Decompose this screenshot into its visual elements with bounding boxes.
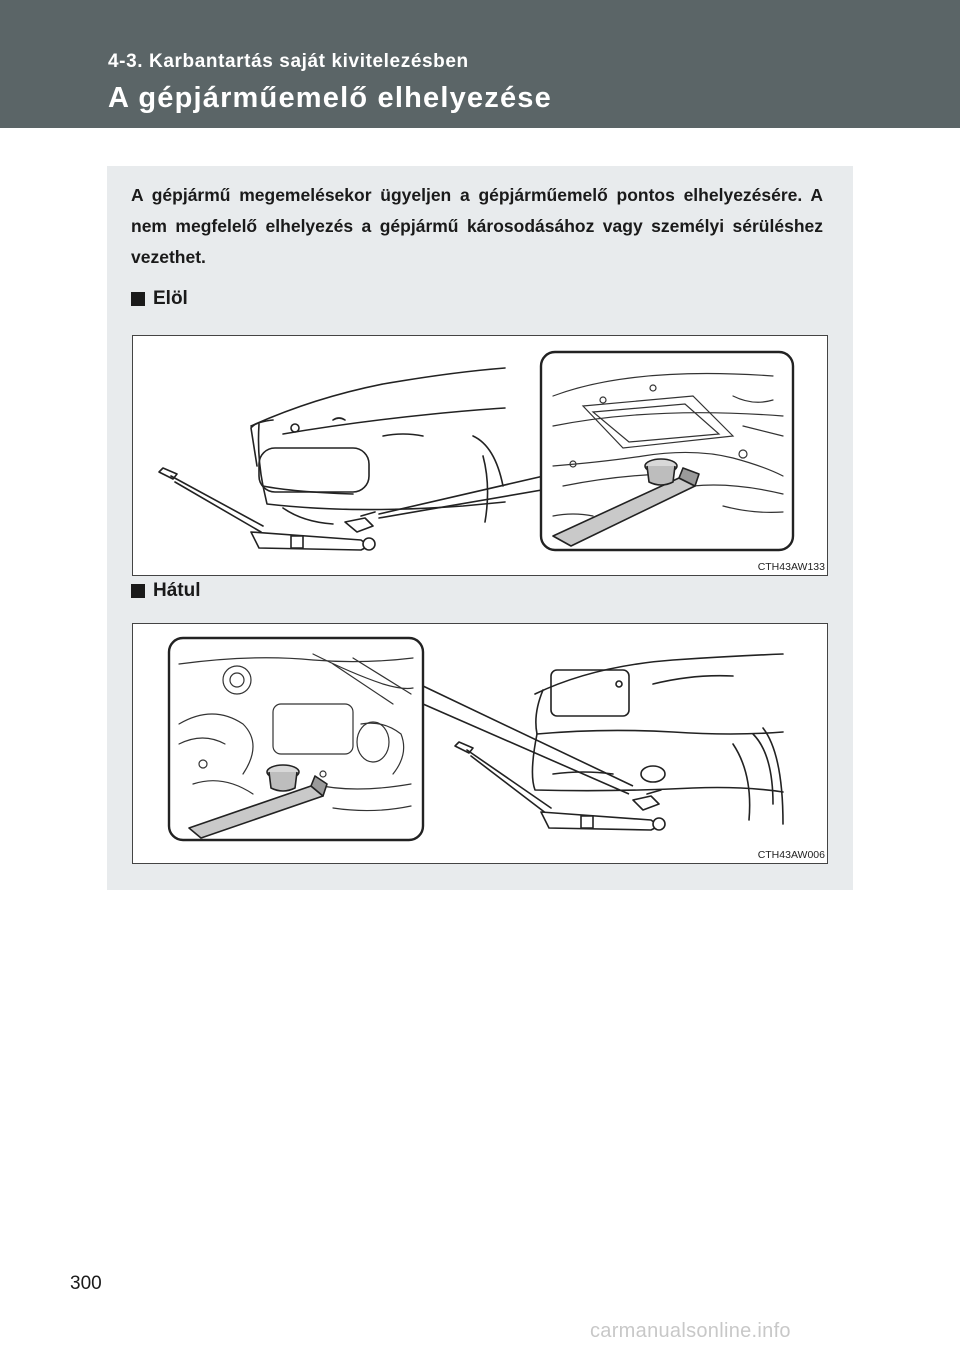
page-number: 300 [70,1273,102,1294]
rear-jack-illustration [133,624,827,863]
rear-heading [131,580,201,602]
rear-jack-figure [132,623,828,864]
rear-heading-label: Hátul [153,580,201,601]
square-bullet-icon [131,584,145,598]
front-figure-code: CTH43AW133 [757,561,825,573]
page-title: A gépjárműemelő elhelyezése [108,82,552,114]
rear-figure-code: CTH43AW006 [757,849,825,861]
square-bullet-icon [131,292,145,306]
watermark: carmanualsonline.info [590,1320,791,1342]
front-heading [131,288,188,310]
chapter-header [0,0,960,128]
front-jack-figure [132,335,828,576]
front-jack-illustration [133,336,827,575]
intro-paragraph: A gépjármű megemelésekor ügyeljen a gépjárműemelő pontos elhelyezésére. A nem megfelelő elhelyezés a gépjármű károsodásához vagy személyi sérüléshez vezethet. [131,185,823,267]
front-heading-label: Elöl [153,288,188,309]
section-label: 4-3. Karbantartás saját kivitelezésben [108,51,469,72]
